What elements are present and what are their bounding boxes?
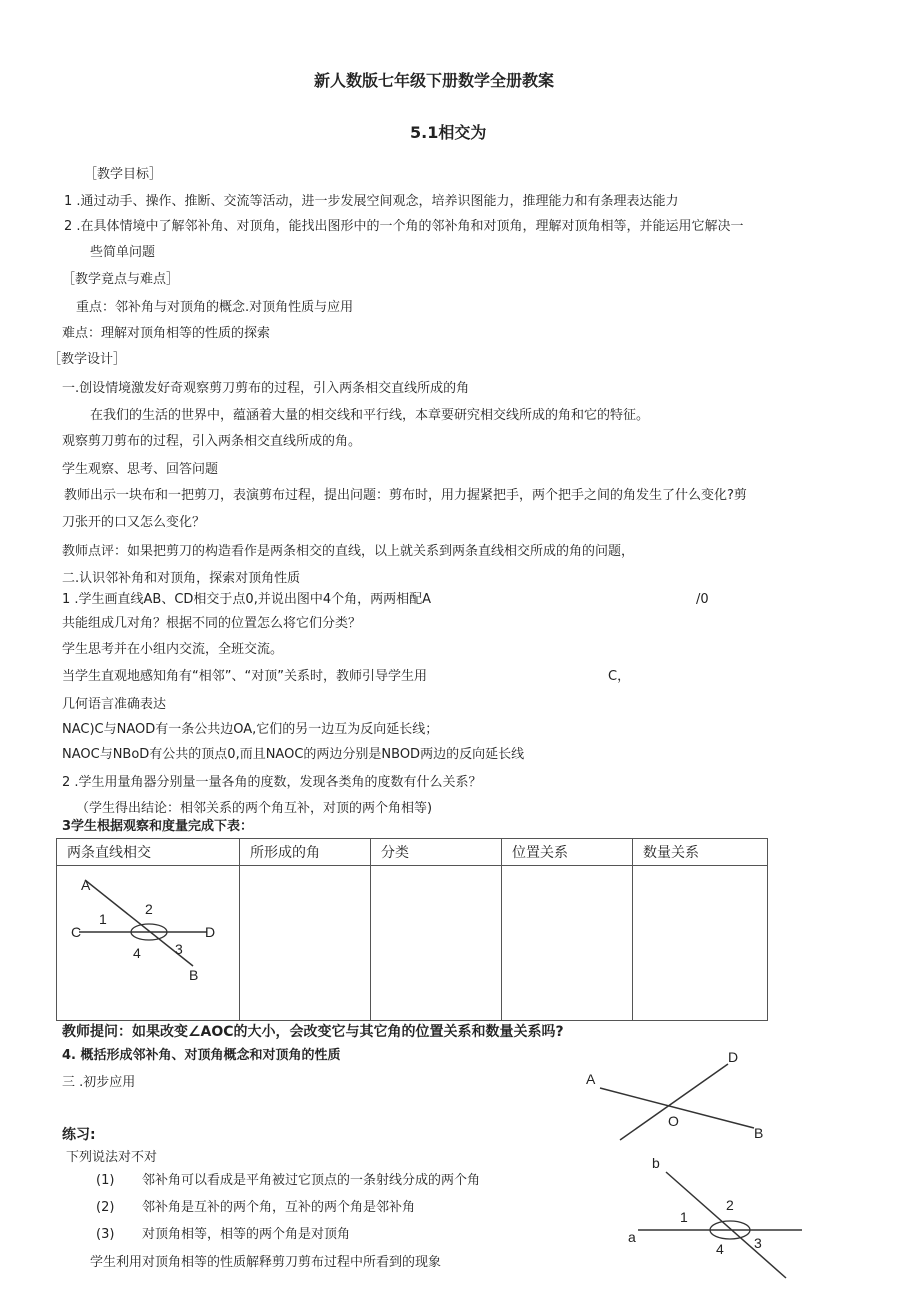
difficulty-point: 难点：理解对顶角相等的性质的探索: [62, 326, 271, 341]
exercise-number: (2): [96, 1200, 115, 1215]
angle-2-label: 2: [145, 901, 153, 917]
paragraph: 学生观察、思考、回答问题: [62, 462, 219, 477]
vertical-angles-figure: [578, 1040, 778, 1144]
design-heading: ［教学设计］: [48, 352, 127, 367]
question-2-result: （学生得出结论：相邻关系的两个角互补，对顶的两个角相等): [76, 801, 433, 816]
intersecting-lines-figure: [57, 866, 237, 1016]
exercise-item: 邻补角可以看成是平角被过它顶点的一条射线分成的两个角: [142, 1173, 481, 1188]
exercise-item: 邻补角是互补的两个角，互补的两个角是邻补角: [142, 1200, 416, 1215]
part3-title: 三 .初步应用: [62, 1075, 136, 1090]
table-header: 数量关系: [633, 839, 768, 866]
angle-3-label: 3: [175, 941, 183, 957]
keypoints-heading: ［教学竟点与难点］: [62, 272, 180, 287]
teacher-question: 教师提问：如果改变∠AOC的大小，会改变它与其它角的位置关系和数量关系吗?: [62, 1024, 564, 1040]
section-title: 5.1相交为: [410, 123, 487, 142]
table-cell: [633, 866, 768, 1021]
table-header: 位置关系: [502, 839, 633, 866]
paragraph: 共能组成几对角？根据不同的位置怎么将它们分类？: [62, 616, 362, 631]
point-O-label: O: [668, 1113, 679, 1129]
angle-1-label: 1: [99, 911, 107, 927]
objectives-heading: ［教学目标］: [84, 167, 163, 182]
geometry-statement: NAOC与NBoD有公共的顶点0,而且NAOC的两边分别是NBOD两边的反向延长线: [62, 747, 525, 762]
point-A-label: A: [586, 1071, 596, 1087]
focus-point: 重点：邻补角与对顶角的概念.对顶角性质与应用: [76, 300, 354, 315]
page-title: 新人数版七年级下册数学全册教案: [314, 71, 555, 90]
question-2: 2 .学生用量角器分别量一量各角的度数，发现各类角的度数有什么关系？: [62, 775, 482, 790]
part1-title: 一.创设情境激发好奇观察剪刀剪布的过程，引入两条相交直线所成的角: [62, 381, 470, 396]
paragraph: 教师点评：如果把剪刀的构造看作是两条相交的直线，以上就关系到两条直线相交所成的角的问题，: [62, 544, 635, 559]
part2-title: 二.认识邻补角和对顶角，探索对顶角性质: [62, 571, 301, 586]
point-B-label: B: [189, 967, 199, 983]
paragraph: 当学生直观地感知角有“相邻”、“对顶”关系时，教师引导学生用: [62, 669, 427, 684]
paragraph: 刀张开的口又怎么变化？: [62, 515, 206, 530]
paragraph: 几何语言准确表达: [62, 697, 167, 712]
exercise-number: (1): [96, 1173, 115, 1188]
point-D-label: D: [728, 1049, 739, 1065]
angle-1-label: 1: [680, 1209, 688, 1225]
exercise-intro: 下列说法对不对: [66, 1150, 158, 1165]
paragraph: 学生思考并在小组内交流，全班交流。: [62, 642, 284, 657]
question-3: 3学生根据观察和度量完成下表：: [62, 819, 254, 834]
exercise-heading: 练习:: [62, 1127, 96, 1143]
paragraph: 观察剪刀剪布的过程，引入两条相交直线所成的角。: [62, 434, 362, 449]
closing-paragraph: 学生利用对顶角相等的性质解释剪刀剪布过程中所看到的现象: [90, 1255, 442, 1270]
angle-2-label: 2: [726, 1197, 734, 1213]
geometry-statement: NAC)C与NAOD有一条公共边OA,它们的另一边互为反向延长线；: [62, 722, 439, 737]
objective-1: 1 .通过动手、操作、推断、交流等活动，进一步发展空间观念，培养识图能力，推理能力和有条理表达能力: [64, 194, 679, 209]
table-header: 两条直线相交: [57, 839, 240, 866]
observation-table: [56, 838, 768, 1021]
point-C-label: C: [71, 924, 82, 940]
line-a-label: a: [628, 1229, 636, 1245]
question-1: 1 .学生画直线AB、CD相交于点0,并说出图中4个角，两两相配A: [62, 592, 432, 607]
objective-2-cont: 些简单问题: [90, 245, 156, 260]
table-cell: [371, 866, 502, 1021]
paragraph: 教师出示一块布和一把剪刀，表演剪布过程，提出问题：剪布时，用力握紧把手，两个把手之间的角发生了什么变化?剪: [64, 488, 747, 503]
exercise-item: 对顶角相等，相等的两个角是对顶角: [142, 1227, 351, 1242]
line-b-label: b: [652, 1155, 660, 1171]
table-cell: [240, 866, 371, 1021]
objective-2: 2 .在具体情境中了解邻补角、对顶角，能找出图形中的一个角的邻补角和对顶角，理解对顶角相等，并能运用它解决一: [64, 219, 744, 234]
angle-4-label: 4: [716, 1241, 724, 1257]
paragraph-right: C，: [608, 669, 631, 684]
angles-figure-small: [626, 1152, 810, 1282]
point-D-label: D: [205, 924, 216, 940]
table-header: 分类: [371, 839, 502, 866]
figure-cell: [57, 866, 240, 1021]
item-4: 4. 概括形成邻补角、对顶角概念和对顶角的性质: [62, 1048, 341, 1063]
point-A-label: A: [81, 877, 91, 893]
paragraph: 在我们的生活的世界中，蕴涵着大量的相交线和平行线，本章要研究相交线所成的角和它的特征。: [90, 408, 650, 423]
exercise-number: (3): [96, 1227, 115, 1242]
table-header: 所形成的角: [240, 839, 371, 866]
angle-4-label: 4: [133, 945, 141, 961]
question-1-right: /0: [696, 592, 709, 607]
table-cell: [502, 866, 633, 1021]
angle-3-label: 3: [754, 1235, 762, 1251]
point-B-label: B: [754, 1125, 764, 1141]
